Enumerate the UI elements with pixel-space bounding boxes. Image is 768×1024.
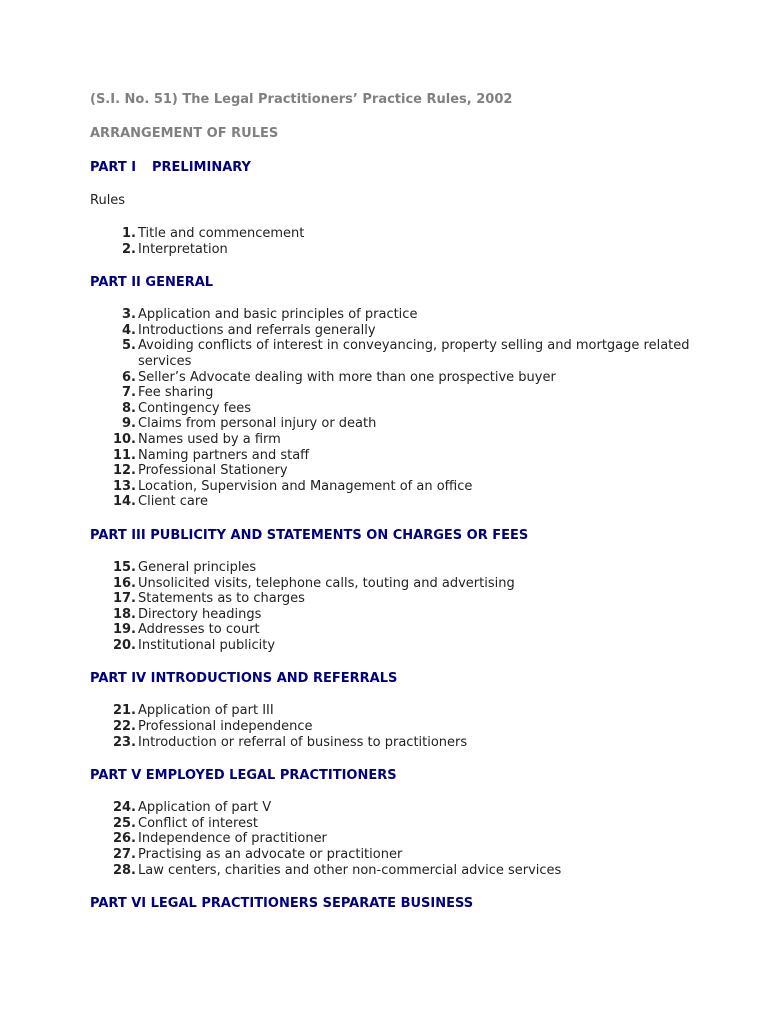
- rule-number: 1.: [122, 226, 136, 241]
- rule-list: [90, 226, 690, 257]
- rule-number: 2.: [122, 241, 136, 257]
- rule-item: [90, 576, 690, 592]
- rule-item: [90, 607, 690, 623]
- rule-item: [90, 432, 690, 448]
- rule-number: 13.: [112, 478, 136, 494]
- rule-title: Introductions and referrals generally: [138, 322, 376, 338]
- part-heading: PART II GENERAL: [90, 275, 214, 291]
- rule-title: Seller’s Advocate dealing with more than one prospective buyer: [138, 369, 556, 385]
- rule-title: Unsolicited visits, telephone calls, touting and advertising: [138, 575, 515, 591]
- rule-number: 18.: [112, 606, 136, 622]
- rule-list: [90, 560, 690, 654]
- rule-title: Law centers, charities and other non-commercial advice services: [138, 862, 562, 878]
- rule-title: Avoiding conflicts of interest in conveyancing, property selling and mortgage related services: [138, 338, 690, 369]
- rule-number: 28.: [112, 862, 136, 878]
- rule-number: 16.: [112, 575, 136, 591]
- rule-item: [90, 242, 690, 258]
- rule-number: 5.: [122, 338, 136, 354]
- rule-list: [90, 800, 690, 878]
- rule-list: [90, 307, 690, 510]
- rule-number: 11.: [112, 447, 136, 463]
- rule-title: Application and basic principles of practice: [138, 307, 418, 323]
- rule-item: [90, 560, 690, 576]
- rule-number: 25.: [112, 815, 136, 831]
- rule-title: Conflict of interest: [138, 815, 258, 831]
- part-heading: PART VI LEGAL PRACTITIONERS SEPARATE BUSINESS: [90, 896, 474, 912]
- rule-title: Institutional publicity: [138, 637, 276, 653]
- rule-number: 6.: [122, 369, 136, 385]
- rule-item: [90, 847, 690, 863]
- rule-item: [90, 719, 690, 735]
- rule-title: Title and commencement: [138, 226, 305, 241]
- part-heading: [90, 159, 690, 177]
- rule-item: [90, 401, 690, 417]
- document-page: [90, 91, 690, 928]
- rule-number: 27.: [112, 847, 136, 863]
- rule-item: [90, 863, 690, 879]
- rule-item: [90, 416, 690, 432]
- rule-item: [90, 323, 690, 339]
- rule-item: [90, 816, 690, 832]
- rule-title: Professional Stationery: [138, 463, 288, 479]
- rule-item: [90, 338, 690, 369]
- rule-number: 14.: [112, 494, 136, 510]
- rule-item: [90, 622, 690, 638]
- rule-number: 21.: [112, 703, 136, 719]
- rule-number: 17.: [112, 591, 136, 607]
- rule-item: [90, 385, 690, 401]
- rule-title: Location, Supervision and Management of an office: [138, 478, 473, 494]
- rule-number: 23.: [112, 734, 136, 750]
- rule-title: Client care: [138, 494, 208, 510]
- rule-title: General principles: [138, 559, 257, 575]
- document-title: (S.I. No. 51) The Legal Practitioners’ Practice Rules, 2002: [90, 92, 513, 107]
- rule-title: Application of part III: [138, 703, 274, 719]
- rule-title: Contingency fees: [138, 400, 252, 416]
- rule-number: 24.: [112, 800, 136, 816]
- rule-item: [90, 494, 690, 510]
- rule-title: Practising as an advocate or practitioner: [138, 847, 403, 863]
- rule-number: 4.: [122, 322, 136, 338]
- rule-title: Fee sharing: [138, 385, 214, 401]
- rule-item: [90, 463, 690, 479]
- rule-number: 26.: [112, 831, 136, 847]
- rule-number: 12.: [112, 463, 136, 479]
- parts-container: [90, 159, 690, 913]
- rule-title: Interpretation: [138, 241, 228, 257]
- rule-title: Application of part V: [138, 800, 272, 816]
- rule-title: Introduction or referral of business to practitioners: [138, 734, 468, 750]
- rule-item: [90, 307, 690, 323]
- rule-number: 22.: [112, 719, 136, 735]
- rule-item: [90, 638, 690, 654]
- rule-number: 9.: [122, 416, 136, 432]
- rule-item: [90, 735, 690, 751]
- rule-title: Names used by a firm: [138, 431, 281, 447]
- rule-number: 19.: [112, 622, 136, 638]
- rule-item: [90, 448, 690, 464]
- rule-number: 10.: [112, 431, 136, 447]
- rule-number: 3.: [122, 307, 136, 323]
- arrangement-heading: ARRANGEMENT OF RULES: [90, 126, 279, 141]
- rule-number: 15.: [112, 559, 136, 575]
- rules-label: Rules: [90, 193, 126, 208]
- rule-item: [90, 479, 690, 495]
- part-number: PART I: [90, 160, 137, 175]
- rule-title: Independence of practitioner: [138, 831, 327, 847]
- rule-title: Claims from personal injury or death: [138, 416, 377, 432]
- rule-title: Professional independence: [138, 719, 313, 735]
- rule-title: Directory headings: [138, 606, 262, 622]
- rule-number: 20.: [112, 637, 136, 653]
- rule-number: 7.: [122, 385, 136, 401]
- rule-title: Addresses to court: [138, 622, 260, 638]
- rule-list: [90, 703, 690, 750]
- rule-item: [90, 591, 690, 607]
- part-heading: PART III PUBLICITY AND STATEMENTS ON CHARGES OR FEES: [90, 527, 529, 543]
- rule-item: [90, 703, 690, 719]
- rule-item: [90, 370, 690, 386]
- part-heading: PART IV INTRODUCTIONS AND REFERRALS: [90, 671, 398, 687]
- rule-item: [90, 226, 690, 242]
- rule-item: [90, 800, 690, 816]
- part-heading: PART V EMPLOYED LEGAL PRACTITIONERS: [90, 768, 397, 784]
- rule-title: Naming partners and staff: [138, 447, 310, 463]
- part-title: PRELIMINARY: [152, 160, 251, 175]
- rule-item: [90, 831, 690, 847]
- rule-number: 8.: [122, 400, 136, 416]
- rule-title: Statements as to charges: [138, 591, 305, 607]
